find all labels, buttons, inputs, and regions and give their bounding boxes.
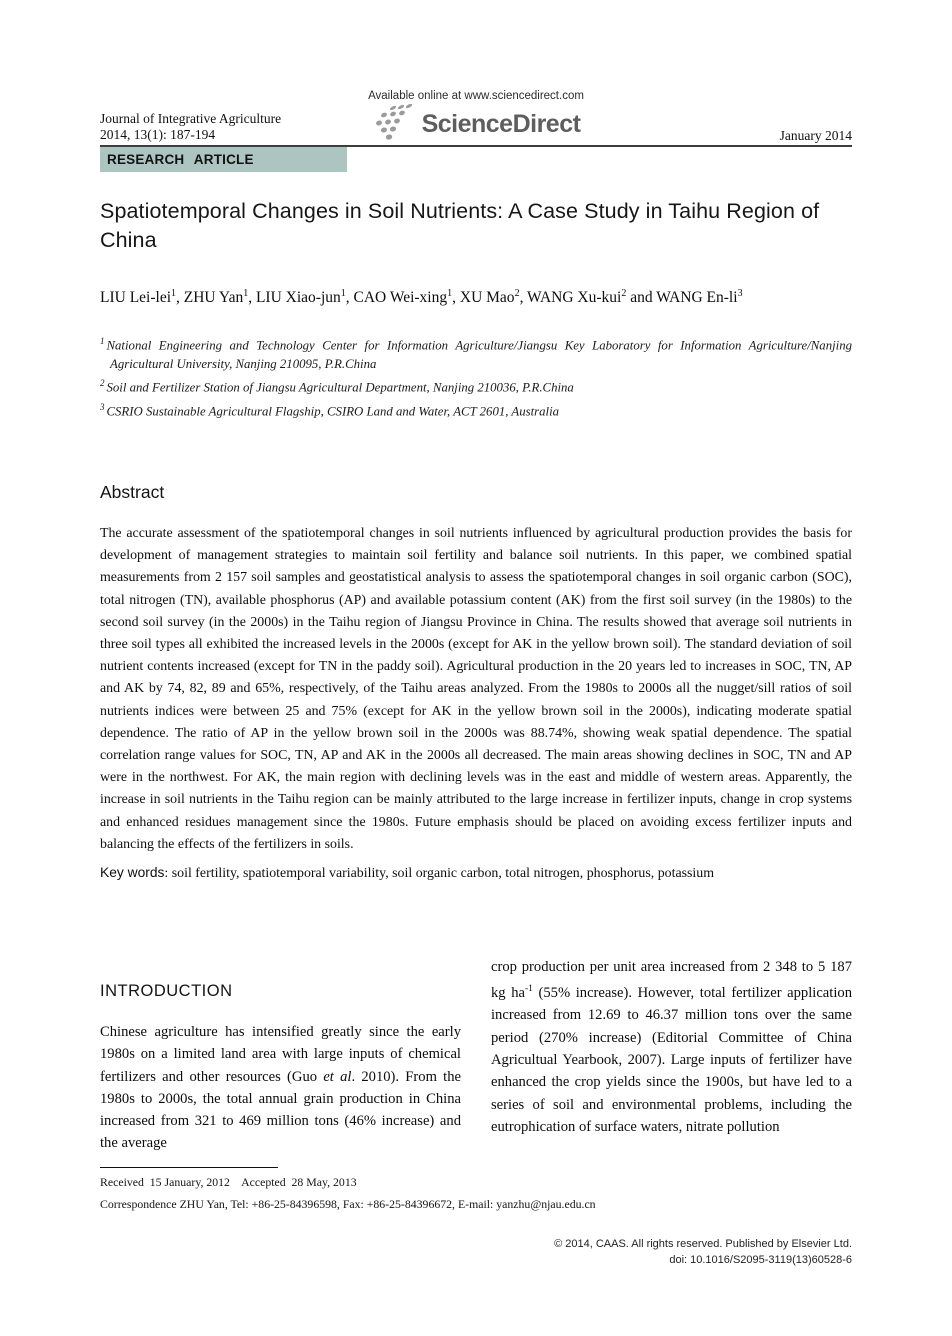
affiliation-item — [100, 398, 852, 421]
author-name: LIU Xiao-jun — [255, 289, 341, 307]
author-superscript: 2 — [514, 288, 520, 299]
sciencedirect-logo — [372, 104, 581, 145]
author-separator: , — [452, 289, 460, 307]
page-footer — [554, 1236, 852, 1268]
author-separator: and — [626, 289, 657, 307]
intro-right-paragraph — [491, 956, 852, 1138]
abstract-body: The accurate assessment of the spatiotemporal changes in soil nutrients influenced by agricultural production provides the basis for development of management strategies to maintain soil fertility and balance soil nutrients. In this paper, we combined spatial measurements from 2 157 soil samples and geostatistical analysis to assess the spatiotemporal changes in soil organic carbon (SOC), total nitrogen (TN), available phosphorus (AP) and available potassium content (AK) from the first soil survey (in the 1980s) to the second soil survey (in the 2000s) in the Taihu region of Jiangsu Province in China. The results showed that average soil nutrients in three soil types all exhibited the increased levels in the 2000s (except for AK in the yellow brown soil). The standard deviation of soil nutrient contents increased (except for TN in the paddy soil). Agricultural production in the 20 years led to increases in SOC, TN, AP and AK by 74, 82, 89 and 65%, respectively, of the Taihu areas analyzed. From the 1980s to 2000s all the nugget/sill ratios of soil nutrients indices were between 25 and 75% (except for AK in the yellow brown soil in the 2000s), indicating moderate spatial dependence. The ratio of AP in the yellow brown soil in the 2000s was 88.74%, showing weak spatial dependence. The spatial correlation range values for SOC, TN, AP and AK in the 2000s all decreased. The main areas showing declines in SOC, TN and AP were in the northwest. For AK, the main region with declining levels was in the east and middle of western areas. Apparently, the increase in soil nutrients in the Taihu region can be mainly attributed to the large increase in fertilizer inputs, change in crop systems and enhanced residues management since the 1980s. Future emphasis should be placed on avoiding excess fertilizer inputs and balancing the effects of the fertilizers in soils. — [100, 525, 852, 852]
journal-issue: 2014, 13(1): 187-194 — [100, 127, 216, 142]
author-superscript: 1 — [340, 288, 346, 299]
author-superscript: 2 — [621, 288, 627, 299]
journal-info — [100, 111, 335, 145]
affiliation-superscript: 2 — [100, 378, 105, 389]
author-name: ZHU Yan — [183, 289, 244, 307]
article-title: Spatiotemporal Changes in Soil Nutrients: A Case Study in Taihu Region of China — [100, 199, 820, 252]
author-separator: , — [248, 289, 256, 307]
introduction-heading: INTRODUCTION — [100, 982, 233, 1000]
research-article-badge: RESEARCH ARTICLE — [100, 147, 347, 172]
per-hectare-superscript: -1 — [524, 984, 533, 995]
author-superscript: 1 — [447, 288, 453, 299]
correspondence-line: Correspondence ZHU Yan, Tel: +86-25-84396598, Fax: +86-25-84396672, E-mail: yanzhu@njau.edu.cn — [100, 1197, 596, 1212]
intro-left-paragraph — [100, 1021, 461, 1155]
received-line: Received 15 January, 2012 Accepted 28 May, 2013 — [100, 1174, 357, 1189]
issue-date: January 2014 — [779, 128, 852, 143]
intro-left-seg1: Chinese agriculture has intensified greatly since the early 1980s on a limited land area with large inputs of chemical fertilizers and other resources (Guo — [100, 1024, 461, 1085]
available-online-text: Available online at www.sciencedirect.com — [368, 90, 584, 102]
author-separator: , — [345, 289, 354, 307]
author-superscript: 1 — [243, 288, 249, 299]
journal-name: Journal of Integrative Agriculture — [100, 111, 282, 126]
keywords-line — [100, 865, 852, 882]
author-separator: , — [176, 289, 184, 307]
author-name: WANG En-li — [656, 289, 738, 307]
author-name: XU Mao — [459, 289, 515, 307]
intro-right-seg1: crop production per unit area increased from 2 348 to 5 187 kg ha — [491, 959, 852, 1002]
abstract-heading: Abstract — [100, 481, 165, 502]
sciencedirect-dots-icon — [372, 104, 416, 145]
keywords-text: : soil fertility, spatiotemporal variability, soil organic carbon, total nitrogen, phosphorus, potassium — [164, 866, 715, 881]
copyright-line: © 2014, CAAS. All rights reserved. Published by Elsevier Ltd. — [554, 1238, 852, 1250]
affiliation-item — [100, 374, 852, 397]
affiliation-item — [100, 332, 852, 374]
intro-left-italic: et al — [323, 1068, 352, 1085]
affiliation-text: Soil and Fertilizer Station of Jiangsu Agricultural Department, Nanjing 210036, P.R.China — [106, 380, 574, 395]
intro-columns — [100, 956, 852, 1168]
sciencedirect-wordmark: ScienceDirect — [421, 110, 581, 138]
affiliation-text: National Engineering and Technology Center for Information Agriculture/Jiangsu Key Laboratory for Information Agriculture/Nanjing Agricultural University, Nanjing 210095, P.R.China — [106, 338, 852, 372]
author-superscript: 1 — [171, 288, 177, 299]
author-separator: , — [519, 289, 528, 307]
author-name: CAO Wei-xing — [353, 289, 448, 307]
author-superscript: 3 — [737, 288, 743, 299]
author-name: LIU Lei-lei — [100, 289, 172, 307]
author-list — [100, 288, 852, 307]
intro-left-seg2: . 2010). From the 1980s to 2000s, the total annual grain production in China increased from 321 to 469 million tons (46% increase) and the average — [100, 1068, 461, 1152]
intro-right-seg2: (55% increase). However, total fertilizer application increased from 12.69 to 46.37 million tons over the same period (270% increase) (Editorial Committee of China Agricultual Yearbook, 2007). Large inputs of fertilizer have enhanced the crop yields since the 1900s, but have led to a series of soil and environmental problems, including the eutrophication of surface waters, nitrate pollution — [491, 985, 852, 1135]
keywords-label: Key words — [100, 865, 165, 880]
page-header — [100, 86, 852, 145]
affiliation-superscript: 1 — [100, 336, 105, 347]
affiliation-list — [100, 332, 852, 421]
intro-right-column — [491, 956, 852, 1168]
author-name: WANG Xu-kui — [527, 289, 622, 307]
affiliation-superscript: 3 — [100, 401, 105, 412]
intro-left-column — [100, 956, 461, 1168]
footnote-rule — [100, 1167, 278, 1168]
publisher-block — [335, 90, 617, 145]
doi-line: doi: 10.1016/S2095-3119(13)60528-6 — [669, 1254, 852, 1266]
affiliation-text: CSRIO Sustainable Agricultural Flagship, CSIRO Land and Water, ACT 2601, Australia — [106, 403, 560, 418]
